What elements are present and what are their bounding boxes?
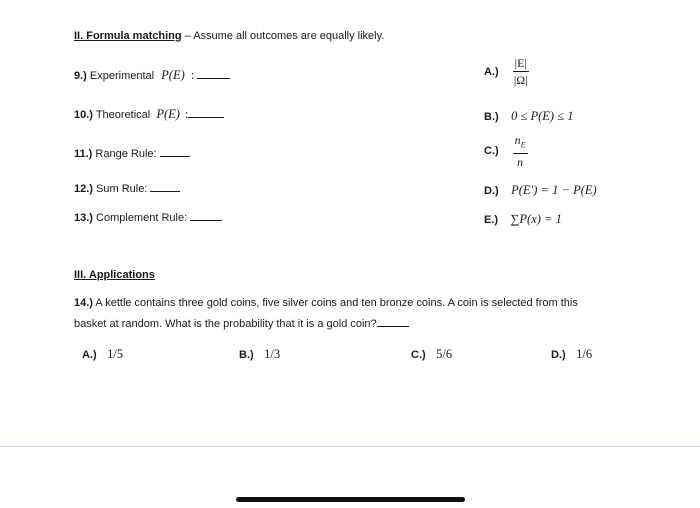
page-divider	[0, 446, 700, 447]
choice-letter: E.)	[484, 214, 499, 226]
choice-a	[484, 56, 529, 87]
option-value: 5/6	[436, 347, 453, 361]
section-3-title: III. Applications	[74, 269, 155, 281]
choice-e	[484, 210, 562, 228]
fraction-numerator	[513, 133, 528, 154]
option-letter: A.)	[82, 349, 97, 361]
fraction	[513, 133, 528, 169]
option-value: 1/3	[264, 347, 281, 361]
choice-formula: ∑P(x) = 1	[510, 212, 562, 226]
question-formula: P(E)	[161, 68, 185, 82]
question-colon: :	[190, 68, 195, 82]
option-c	[411, 345, 452, 363]
fraction-denominator: |Ω|	[513, 73, 528, 87]
section-2-title: II. Formula matching	[74, 30, 182, 42]
answer-blank[interactable]	[150, 181, 180, 192]
question-text: Sum Rule:	[96, 183, 148, 195]
choice-letter: B.)	[484, 111, 499, 123]
option-value: 1/6	[576, 347, 593, 361]
answer-blank[interactable]	[197, 68, 230, 79]
question-number: 12.)	[74, 183, 93, 195]
question-number: 13.)	[74, 212, 93, 224]
choice-letter: A.)	[484, 65, 499, 78]
choice-formula: P(E′) = 1 − P(E)	[511, 183, 597, 197]
fraction	[513, 56, 529, 87]
choice-letter: D.)	[484, 185, 499, 197]
answer-blank[interactable]	[188, 107, 224, 118]
option-b	[239, 345, 280, 363]
question-text: Experimental	[89, 70, 155, 82]
question-number: 9.)	[74, 70, 87, 82]
question-9	[74, 68, 230, 83]
option-a	[82, 345, 123, 363]
option-letter: D.)	[551, 349, 566, 361]
choice-formula: 0 ≤ P(E) ≤ 1	[511, 109, 574, 123]
question-text: Range Rule:	[95, 148, 157, 160]
option-d	[551, 345, 592, 363]
home-indicator[interactable]	[236, 497, 465, 502]
numerator-subscript: E	[520, 140, 526, 150]
question-10	[74, 107, 224, 122]
answer-blank[interactable]	[377, 316, 409, 327]
option-value: 1/5	[107, 347, 124, 361]
question-13	[74, 210, 222, 224]
question-text: Theoretical	[95, 109, 151, 121]
question-colon: :	[184, 107, 189, 121]
question-14-line-2	[74, 316, 409, 330]
question-14-line-1	[74, 297, 578, 309]
answer-blank[interactable]	[160, 146, 190, 157]
choice-letter: C.)	[484, 145, 499, 158]
fraction-numerator: |E|	[514, 56, 527, 70]
choice-c	[484, 133, 528, 169]
fraction-denominator: n	[517, 155, 524, 170]
section-2-header	[74, 30, 384, 42]
choice-b	[484, 107, 573, 125]
section-2-subtitle: – Assume all outcomes are equally likely.	[181, 30, 385, 42]
question-text: A kettle contains three gold coins, five silver coins and ten bronze coins. A coin is selected from this	[95, 297, 578, 309]
option-letter: B.)	[239, 349, 254, 361]
answer-blank[interactable]	[190, 210, 222, 221]
option-letter: C.)	[411, 349, 426, 361]
question-11	[74, 146, 190, 160]
numerator-base: n	[514, 133, 521, 147]
question-number: 14.)	[74, 297, 93, 309]
choice-d	[484, 181, 597, 199]
question-text: basket at random. What is the probability that it is a gold coin?	[74, 318, 377, 330]
question-number: 11.)	[74, 148, 93, 160]
question-number: 10.)	[74, 109, 93, 121]
question-12	[74, 181, 180, 195]
question-formula: P(E)	[156, 107, 180, 121]
question-text: Complement Rule:	[96, 212, 188, 224]
